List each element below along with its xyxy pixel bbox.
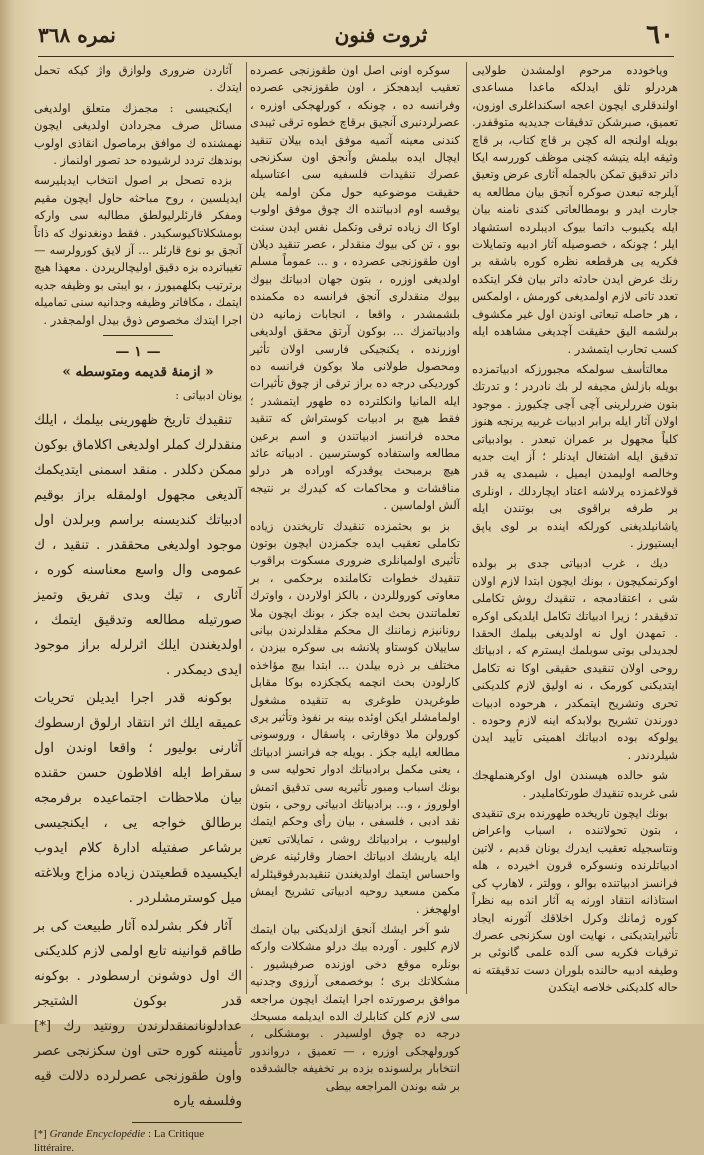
text-column-right (472, 62, 678, 1010)
paragraph: آثار فکر بشرلده آثار طبیعت کی بر طاقم قوانینه تابع اولمی لازم کلدیکنی اك اول دوشونن ارسطودر . بوکونه قدر بوکون الشتیجر عدادلونانمنقدلرندن رونتید رك [*] تأمیننه کوره حتی اون سکزنجی عصر واون طقوزنجی عصرلرده دلالت قیه وفلسفه یاره (34, 919, 242, 1110)
page-header (38, 18, 674, 52)
text-column-left (34, 62, 242, 1155)
section-number: — ١ — (115, 344, 161, 361)
header-rule (38, 56, 674, 57)
paragraph: ویاخودده مرحوم اولمشدن طولایی هردرلو تلق ایدلکه ماعدا مساعدی اولندقلری ایچون اعجه اسکنداغلری اوزون، تعمیق، صبرشکن تدقیقات جدیدیه متوقفدر. بویله اولنجه اله کچن بر قاچ کتاب، بر قاچ وثیقه ایله یتیشه کچنی موظف کوررسه ایکا داتر تدقیق تمکن بالجمله آثاری عرض وتعیق آیلرجه تبعدن صوکره آنجق بیان مطالعه یه جارت ایدر و بومطالعاتی کندی نامنه بیان ایله یکیبوب داتما بیوک ادیبلرده استشهاد ایلر ؛ چونکه ، خصوصیله آثار ادبیه وتمایلات فکریه یی هرقطعه نظره کوره باشقه بر رنك عرض ایدن حادثه داتر بیان فکر ایتکده تعدد تاتی لازم اولمدیغی کورمش ، اولمکس ، هر حاصله تبعاتی اوندن اول غیر مکشوف برلشمه الیق حقیقت آچدیغی مشاهده ایله کسب تحارب ایتمشدر . (472, 63, 678, 356)
section-divider (103, 335, 173, 336)
main-text (34, 408, 242, 1114)
subsection-title: یونان ادبیاتی : (175, 387, 242, 402)
paragraph: آثاردن ضروری ولوازق واژ کیکه تحمل ایتدك . (34, 63, 242, 95)
section-title: « ازمنهٔ قدیمه ومتوسطه » (62, 363, 214, 380)
paragraph: شو حالده هیسندن اول اوکرهنملهجك شی غربده تنقیدك طورتکاملیدر . (472, 768, 678, 800)
running-title: ثروت فنون (334, 23, 428, 47)
paragraph: سوکره اونی اصل اون طقوزنجی عصرده تعقیب ایدهجکز ، اون طقوزنجی عصرده وفرانسه ده ، چونکه ، کورلهجکی اوزره ، عصرلردنبری آنجیق برقاچ خطوه ترقی ثیبدی کندنی معینه آتمیه موفق ایده بیلان تنقید ایچال ایده بیلمش وآنجق اون سکزنجی عصرك تنقیدات فلسفیه سی اعتاسیله حقیقت موضوعیه حول مکن اولمه یلن یوقسه اوم ادبیاتنده اك چوق موفق اولوب اوکا اك زیاده ترقی وتکمل نفس ایدن سنت بوو ، تن کی بیوك منقدلر ، عصر تنقید دیلان اون طقوزنجی عصرده ، و ... عموماً مسلم اولدیغی اوزره ، بتون جهان ادبیاتك بیوك بیوك منقدلری آنجق فرانسه ده مکمنده بلشمشدر ، واقعا ، انجابات زمانیه دن وادبیاتمزك ... بوکون آرتق محقق اولدیغی اوزرنده ، یکنجیکی فارسی اولان تأثیر ومحصول طولانی ملا بوکون فرانسه ده کوردیکی درجه ده براز ترقی از چوق تأثیرات ایله المانیا وانکلترده ده طهور ایتمشدر ؛ فقط هیچ بر ادبیات کوستراش که تنقید محده فرانسز ادبیاتندن و اسم برعین مطالعه واستفاده کوسترسین . ادبیاته عائد هیچ برمبحث یوقدرکه اوراده هر درلو مناقشات و محاکمات که کیدرك بر نتیجه آلش اولماسین . (250, 63, 460, 513)
issue-number: نمره ٣٦٨ (38, 23, 116, 47)
paragraph: بوکونه قدر اجرا ایدیلن تحریات عمیقه ایلك اثر انتقاد ارلوق ارسطوك آثارنی بولیور ؛ واقعا اوندن اول سقراط ایله افلاطون حسن حقنده بیان ملاحظات اجتماعیده برفرمجه برطالق خواجه یی ، ایکنجیسی برشاعر صفتیله ادارهٔ کلام ایدوب ایکیسیده قطعیتدن زیاده مزاج وبلاغته میل کوسترمشلردر . (34, 691, 242, 907)
paragraph: ایکنجیسی : مجمزك متعلق اولدیغی مسائل صرف مجردادن اولدیغی ایچون نهمشنده ك موافق برماصول انقاذی اولوب بوندهك تردد لرشیوده حد تصور اولنماز . (34, 100, 242, 168)
footnote-rule (132, 1122, 242, 1123)
paragraph: معالتأسف سولمکه مجبورزکه ادبیاتمزده بویله بازلش مجیفه لر بك نادردر ؛ و تدرتك بتون ضررلرینی آچی آچی چکیورز . موجود اولان آثار ایله برابر ادبیات غربیه یرنجه هنوز کلیاً مجهول بر عمران تبعدر . بوادبیاتی تدقیق ایله اشتغال ایدنلر ؛ آز ایت جدیه وخالصه اولیمدن ایمیل ، شیمدی یه قدر قولاغمزده یرلاشه اعتاد ایچاردلك ، اونلری بر طرفه براقوی بی بوتندن ایله یاشانیلدیغنی کورلکه اینده بر لوی یاپق ایستیورز . (472, 361, 678, 550)
paragraph: بونك ایچون تاریخده طهورنده بری تنقیدی ، بتون تحولاتنده ، اسباب واعراض ونتاسجیله تعقیب ایدرك یونان قدیم ، لاتین ادبیاتلرنده ونسوکره قرون اخیرده ، هله فرانسز ادبیاتنده بوالو ، وولتر ، لاهارپ کی استاذانه انتقاد اورنه یه آثار انده بیه نظراً کوره ژمانك وکرل اخلاقك آثورنه ایجاد تأثیرایتدیکنی ، نهایت اون سکزنجی عصرك ترقیات فکریه سی آلده علمی گانوئی بر وطیفه ادبیه حالنده بلوران دست تدقیقته نه حاله کلدیکنی خلاصه ایتکدن (472, 806, 678, 995)
column-divider (466, 62, 467, 994)
text-column-middle (250, 62, 460, 1093)
paragraph: دیك ، غرب ادبیاتی جدی بر بولده اوکرنمکیچون ، بونك ایچون ابتدا لازم اولان شی ، اعتقادمجه ، تنقیدك روش تکاملی تدقیقدر ؛ زیرا ادبیاتك تکامل ایلدیکی اوکره . تمهدن اول نه اولدیغی بیلمك الحقدا لجدیدلی بوتی سوبلمك ایسترم که ، ادبیاتك روحی اولان تنقیدی حقیقی اوکا نه تکامل ایتدیکنی کورمک ، نه اولیق لازم کلدیکنی تحری وتشریح ایتمکدر ، هرحوده ادبیات دورندن تشریح بولابدکه اینه لازم وحوده . یولوکه بوده ادبیاتك اهمیتی تأیید ایدن شیلردندر . (472, 556, 678, 762)
footnote-source-rest: : La Critique littéraire. (34, 1128, 205, 1155)
paragraph: شو آخر ایشك آنجق ازلدیکنی بیان ایتمك لازم کلیور . آورده بیك درلو مشکلات وارکه بونلره موقع دخی اوزنده صرفیشیور . مشکلاتك بری ؛ بوخصمعی آرزوی وجدنیه موافق برصورتده اجرا ایتمك ایچون مراجعه سی لازم کلن کتابلرك الده ایدیلمه مسیحك درجه ده چوق اولسیدر . بومشکلی ، کورولهجکی اوزره ، — تعمیق ، درواندور انتخابار برلسونده بزده بر تخفیفه جالشدقده بر شه بوندن المراجعه بیطی (250, 921, 460, 1093)
page-number: ٦٠ (646, 20, 674, 50)
paragraph: بز بو بحثمزده تنقیدك تاریخندن زیاده تکاملی تعقیب ایده جکمزدن ایچون بوتون تأثیری اولمیانلری ضروری مسکوت براقوب تنقیدك خطوات تکاملنده برحکمی ، بر معاوتی کوروللردن ، بالکز اولاردن ، واوترك تعلماتندن بحث ایده جکز ، بونك ایچون ملا رونانیزم زماننك ال محکم مقلدلرندن بیانی ساییلان کوستاو پلانشه بی سوکره بیزدن ، مختلف بر ذره بیلدن ... ابتدا بیچ مؤاخذه کارلودن بحث انچمه یکجکزده بوکا مقابل طوغریدن طوغری به تنقیده مشغول اولمامشلر ایکن اوئده بینه بر نفوذ وتأثیر یری کورولن ملا دوقارتی ، پاسقال ، وروسونی مطالعه ایلیه جکز . بویله جه فرانسز ادبیاتك ، یعنی مکمل برادبیاتك ادوار تحولیه سی و بونك اسباب ومبور تأثیریه سی تدقیق اتمش اولوروز ، و... برادبیاتك ادبیاتی روحی ، بتون نقد ادبی ، فلسفی ، بیان رأی وحکم ایتمك اولیبوب ، برادبیاتك روشی ، تمایلاتی تعین ایله یاریشك ادبیاتك احضار وقارئینه عرض واحساس ایتمك اولدیغندن تنقیدبدرقوقیئلرله مکمن مسعید روحیه ادبیاتی تشریح ایمش اولهجغز . (250, 518, 460, 916)
footnote-source-title: Grande Encyclopédie (49, 1128, 146, 1141)
footnote-marker: [*] (34, 1128, 47, 1141)
footnote (34, 1127, 242, 1155)
paragraph: بزده تصحل بر اصول انتخاب ایدیلیرسه ایدیلسین ، روح مباحثه حاول ایچون مقیم ومفکر قارئلرلیولطق مطالبه سی وارکه بومشکلاتاکیوسکیدر . فقط دونغدنوك که ذاتاً آنجق بو نوع قارئلر ... آز لایق کورولرسه — تغیباترده بزه دقیق اولیچالریردن . معهذا هیچ برترتیب بکلهمیورز ، بو ایبتی بو وظیفه جدیه ایتمك ، مکافاتر وظیفه وجدانیه سنی تمامیله اجرا ایتدك مخصوص ذوق بیدل اولمجقدر . (34, 173, 242, 327)
column-divider (246, 62, 247, 994)
paragraph: تنقیدك تاریخ ظهورینی بیلمك ، ایلك منقدلرك کملر اولدیغی اکلاماق بوکون ممکن دکلدر . منقد اسمنی ایتدیکمك آلدیغی مجهول اولمقله براز بوقیم ادبیاتك کندیسنه براسم وبرلدن اول موجود اولدیغی محققدر . تنقید ، ك عمومی وال واسع معناسنه کوره ، آثاری ، تیك وبدی تفریق وتمیز صورتیله مطالعه وتدقیق ایتمك ، اولدیغندن ایلك اثرلرله براز موجود ایدی دیمکدر . (34, 413, 242, 679)
